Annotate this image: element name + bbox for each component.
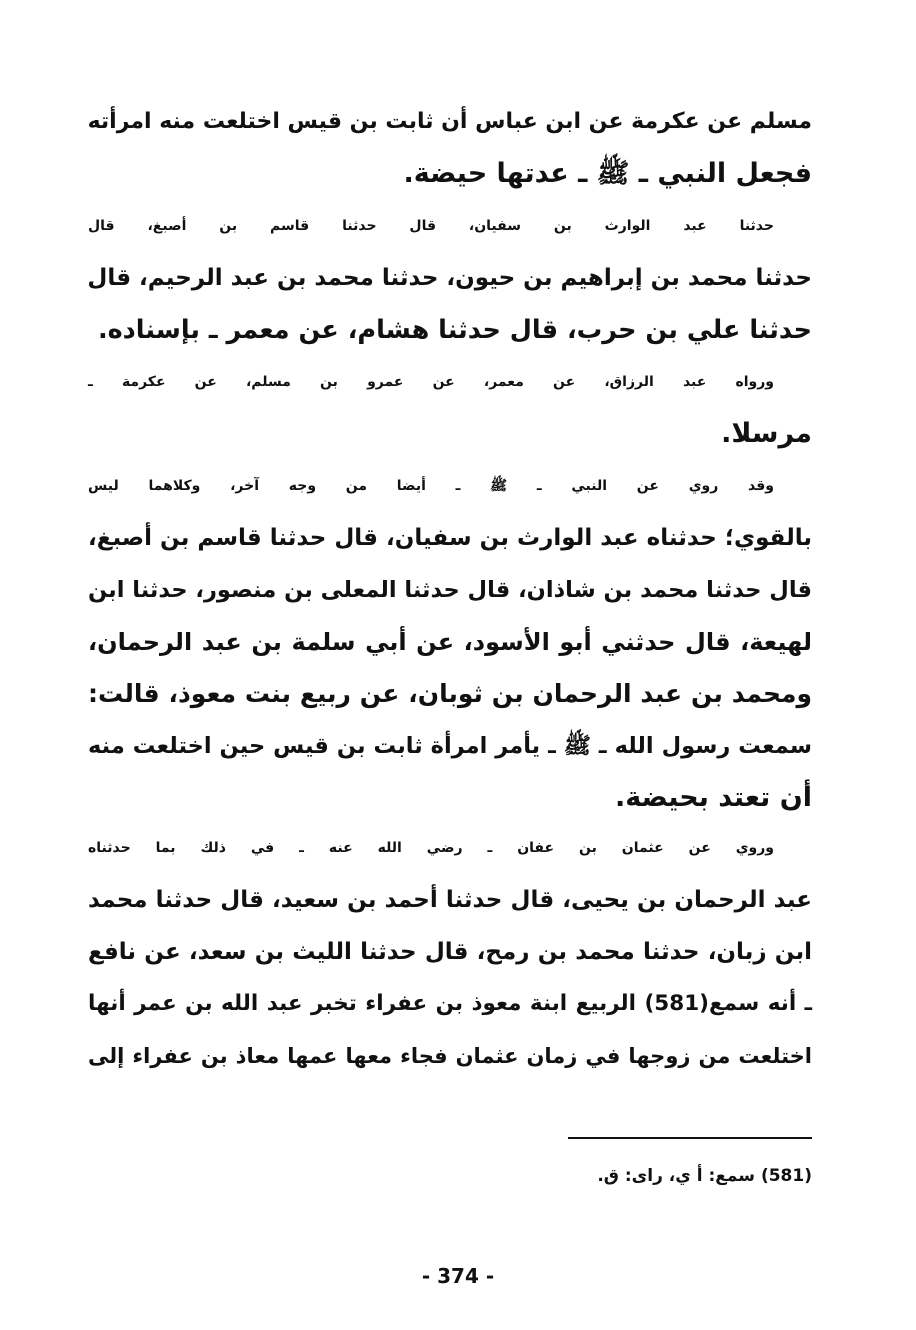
text-line: بالقوي؛ حدثناه عبد الوارث بن سفيان، قال حدثنا قاسم بن أصبغ، (88, 525, 812, 551)
text-line: حدثنا عبد الوارث بن سفيان، قال حدثنا قاسم بن أصبغ، قال (88, 218, 774, 234)
paragraph-1 (88, 96, 812, 200)
text-line: قال حدثنا محمد بن شاذان، قال حدثنا المعلى بن منصور، حدثنا ابن (88, 577, 812, 603)
page-number: - 374 - (421, 1264, 495, 1288)
text-line: حدثنا علي بن حرب، قال حدثنا هشام، عن معمر ـ بإسناده. (97, 315, 812, 345)
text-line: وقد روي عن النبي ـ ﷺ ـ أيضا من وجه آخر، وكلاهما ليس (88, 478, 774, 494)
paragraph-2 (88, 200, 812, 356)
text-line: لهيعة، قال حدثني أبو الأسود، عن أبي سلمة بن عبد الرحمان، (88, 628, 812, 656)
text-line: فجعل النبي ـ ﷺ ـ عدتها حيضة. (403, 158, 812, 189)
text-line: أن تعتد بحيضة. (615, 782, 812, 813)
footnote: (581) سمع: أ ي، راى: ق. (597, 1166, 812, 1186)
text-line: حدثنا محمد بن إبراهيم بن حيون، حدثنا محمد بن عبد الرحيم، قال (87, 265, 812, 291)
text-line: اختلعت من زوجها في زمان عثمان فجاء معها عمها معاذ بن عفراء إلى (88, 1044, 812, 1068)
paragraph-3 (88, 356, 812, 460)
text-line: مسلم عن عكرمة عن ابن عباس أن ثابت بن قيس اختلعت منه امرأته (87, 109, 812, 134)
text-line: ومحمد بن عبد الرحمان بن ثوبان، عن ربيع بنت معوذ، قالت: (88, 679, 812, 708)
footnote-divider (568, 1137, 812, 1139)
paragraph-4 (88, 460, 812, 824)
text-line: ابن زبان، حدثنا محمد بن رمح، قال حدثنا الليث بن سعد، عن نافع (88, 939, 812, 965)
text-line: وروي عن عثمان بن عفان ـ رضي الله عنه ـ في ذلك بما حدثناه (88, 840, 774, 856)
text-line: ورواه عبد الرزاق، عن معمر، عن عمرو بن مسلم، عن عكرمة ـ (88, 374, 774, 390)
text-line: عبد الرحمان بن يحيى، قال حدثنا أحمد بن سعيد، قال حدثنا محمد (88, 887, 812, 913)
paragraph-5 (88, 822, 812, 1082)
text-line: مرسلا. (721, 418, 812, 449)
text-line: ـ أنه سمع(581) الربيع ابنة معوذ بن عفراء تخبر عبد الله بن عمر أنها (88, 991, 812, 1016)
text-line: سمعت رسول الله ـ ﷺ ـ يأمر امرأة ثابت بن قيس حين اختلعت منه (88, 733, 812, 759)
